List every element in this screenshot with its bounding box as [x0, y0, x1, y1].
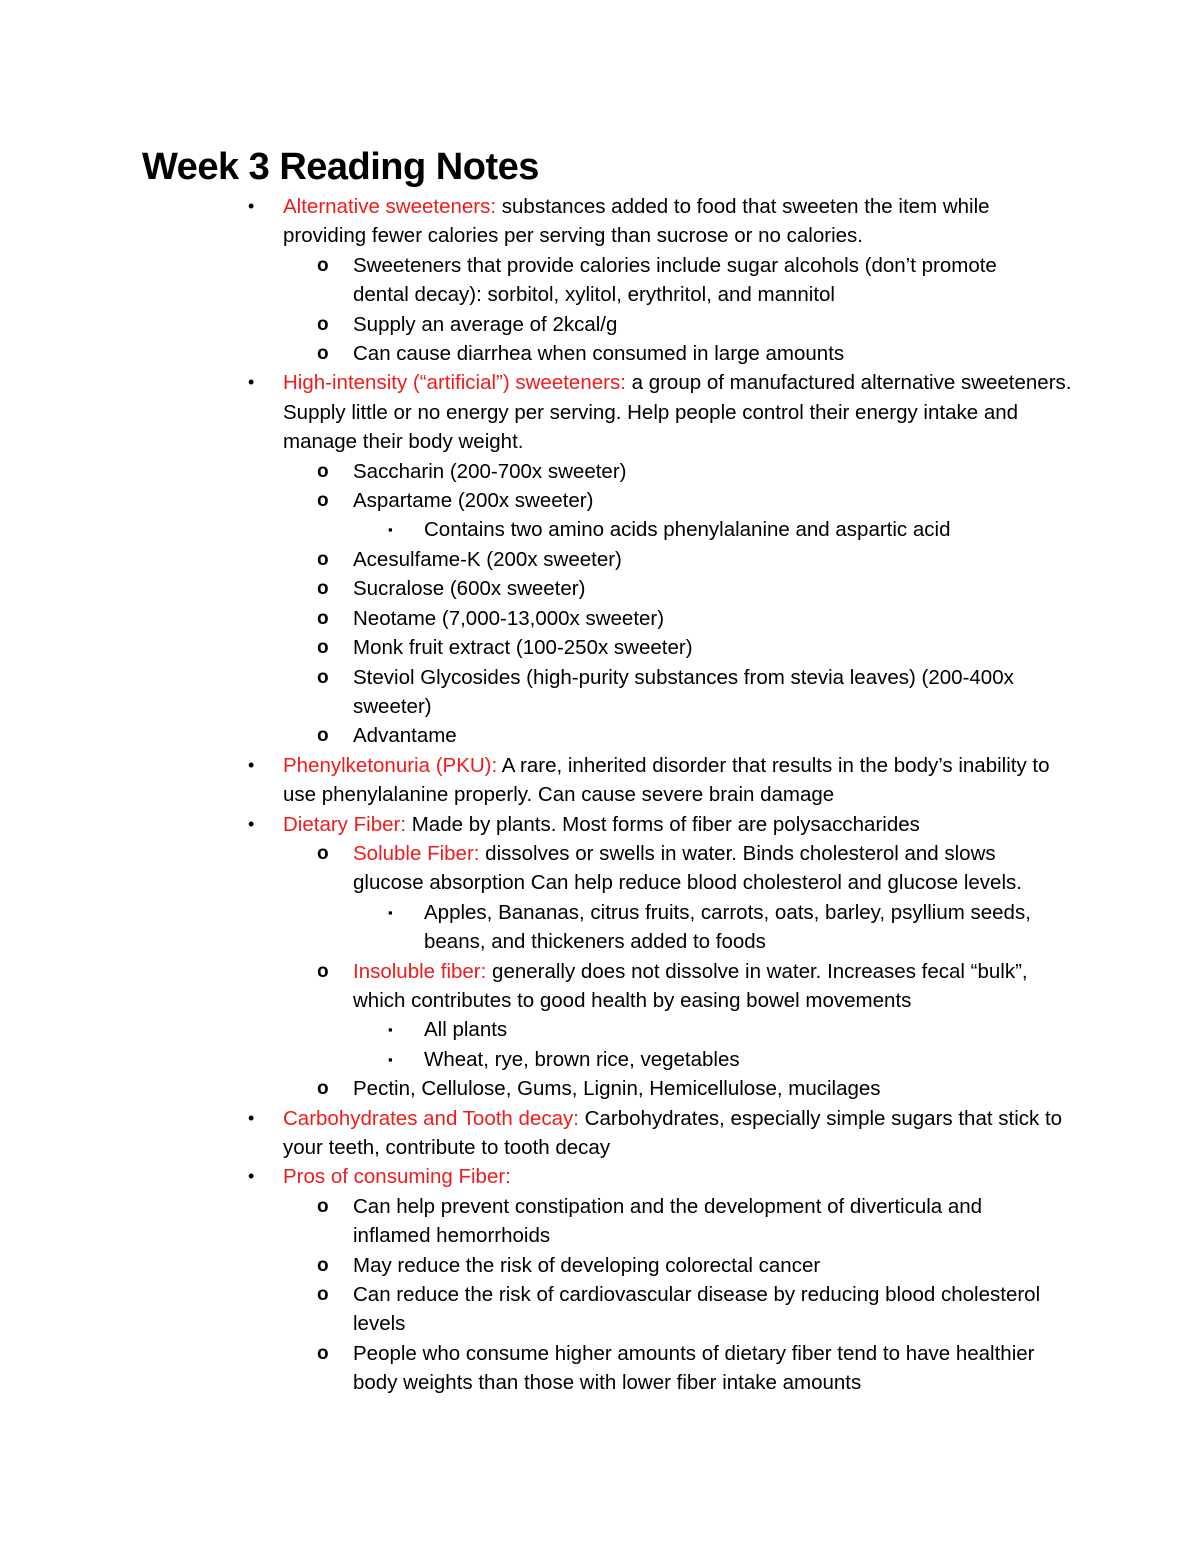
item-text: Can reduce the risk of cardiovascular disease by reducing blood cholesterol levels	[353, 1283, 1041, 1336]
list-item	[0, 457, 1053, 486]
item-text: Acesulfame-K (200x sweeter)	[353, 547, 622, 571]
item-text: Steviol Glycosides (high-purity substances from stevia leaves) (200-400x sweeter)	[353, 665, 1014, 718]
item-text: Sweeteners that provide calories include sugar alcohols (don’t promote dental decay): sorbitol, xylitol, erythritol, and mannitol	[353, 253, 997, 307]
item-text: Can help prevent constipation and the development of diverticula and inflamed hemorrhoids	[353, 1194, 983, 1248]
bullet-dot: •	[248, 754, 255, 775]
item-text: All plants	[424, 1018, 508, 1042]
list-item	[0, 1162, 1073, 1191]
list-item	[0, 515, 1064, 544]
bullet-circle: o	[317, 1254, 329, 1276]
item-text: Supply an average of 2kcal/g	[353, 312, 618, 336]
term-label: Insoluble fiber:	[353, 959, 487, 983]
list-item	[0, 1192, 1053, 1251]
list-item	[0, 368, 1073, 456]
term-label: Phenylketonuria (PKU):	[283, 753, 498, 777]
item-text: Sucralose (600x sweeter)	[353, 577, 586, 601]
bullet-circle: o	[317, 254, 329, 276]
bullet-dot: •	[248, 372, 255, 393]
item-text: a group of manufactured alternative sweeteners. Supply little or no energy per serving. Help people control their energy intake and manage their body weight.	[283, 371, 1072, 454]
list-item	[0, 898, 1064, 957]
page-title: Week 3 Reading Notes	[142, 146, 539, 188]
bullet-square: ▪	[388, 1022, 393, 1038]
item-text: Pectin, Cellulose, Gums, Lignin, Hemicellulose, mucilages	[353, 1077, 881, 1101]
bullet-circle: o	[317, 490, 329, 512]
list-item	[0, 633, 1053, 662]
list-item	[0, 574, 1053, 603]
item-text: Can cause diarrhea when consumed in large amounts	[353, 342, 845, 366]
bullet-dot: •	[248, 196, 255, 216]
list-item	[0, 604, 1053, 633]
list-item	[0, 751, 1073, 810]
item-text: generally does not dissolve in water. Increases fecal “bulk”, which contributes to good health by easing bowel movements	[353, 959, 1028, 1012]
list-item	[0, 957, 1053, 1016]
bullet-circle: o	[317, 460, 329, 482]
bullet-square: ▪	[388, 1051, 393, 1067]
term-label: Dietary Fiber:	[283, 812, 407, 836]
term-label: High-intensity (“artificial”) sweeteners:	[283, 371, 626, 395]
item-text: May reduce the risk of developing colorectal cancer	[353, 1253, 821, 1277]
bullet-square: ▪	[388, 904, 393, 920]
list-item	[0, 1074, 1053, 1103]
bullet-circle: o	[317, 343, 329, 365]
list-item	[0, 721, 1053, 750]
bullet-dot: •	[248, 813, 255, 834]
term-label: Alternative sweeteners:	[283, 195, 497, 218]
list-item	[0, 1339, 1053, 1398]
item-text: Apples, Bananas, citrus fruits, carrots, oats, barley, psyllium seeds, beans, and thickeners added to foods	[424, 900, 1031, 954]
bullet-circle: o	[317, 548, 329, 570]
item-text: Monk fruit extract (100-250x sweeter)	[353, 636, 693, 660]
notes-list	[0, 192, 1200, 1398]
item-text: Carbohydrates, especially simple sugars that stick to your teeth, contribute to tooth decay	[283, 1106, 1063, 1159]
list-item	[0, 1015, 1064, 1044]
list-item	[0, 545, 1053, 574]
bullet-circle: o	[317, 637, 329, 659]
list-item	[0, 339, 1053, 368]
bullet-circle: o	[317, 1284, 329, 1306]
bullet-circle: o	[317, 1195, 329, 1217]
list-item	[0, 192, 1073, 251]
item-text: Neotame (7,000-13,000x sweeter)	[353, 606, 665, 630]
list-item	[0, 839, 1053, 898]
item-text: Saccharin (200-700x sweeter)	[353, 459, 627, 483]
list-item	[0, 1104, 1073, 1163]
term-label: Carbohydrates and Tooth decay:	[283, 1106, 579, 1130]
list-item	[0, 251, 1053, 310]
item-text: Contains two amino acids phenylalanine and aspartic acid	[424, 518, 951, 542]
item-text: Wheat, rye, brown rice, vegetables	[424, 1047, 740, 1071]
bullet-circle: o	[317, 960, 329, 982]
item-text: Made by plants. Most forms of fiber are polysaccharides	[406, 812, 920, 836]
item-text: People who consume higher amounts of dietary fiber tend to have healthier body weights than those with lower fiber intake amounts	[353, 1341, 1035, 1395]
bullet-circle: o	[317, 666, 329, 688]
bullet-circle: o	[317, 1078, 329, 1100]
bullet-square: ▪	[388, 522, 393, 538]
list-item	[0, 310, 1053, 339]
bullet-circle: o	[317, 725, 329, 747]
item-text: dissolves or swells in water. Binds cholesterol and slows glucose absorption Can help reduce blood cholesterol and glucose levels.	[353, 841, 1022, 895]
list-item	[0, 1251, 1053, 1280]
bullet-dot: •	[248, 1166, 255, 1187]
list-item	[0, 1280, 1053, 1339]
bullet-circle: o	[317, 842, 329, 864]
item-text: Aspartame (200x sweeter)	[353, 489, 594, 513]
item-text: Advantame	[353, 724, 457, 748]
item-text: A rare, inherited disorder that results in the body’s inability to use phenylalanine properly. Can cause severe brain damage	[283, 753, 1050, 807]
list-item	[0, 810, 1073, 839]
list-item	[0, 1045, 1064, 1074]
bullet-circle: o	[317, 1342, 329, 1364]
bullet-dot: •	[248, 1107, 255, 1128]
bullet-circle: o	[317, 578, 329, 600]
term-label: Pros of consuming Fiber:	[283, 1165, 511, 1189]
item-text: substances added to food that sweeten the item while providing fewer calories per serving than sucrose or no calories.	[283, 195, 990, 248]
bullet-circle: o	[317, 607, 329, 629]
list-item	[0, 486, 1053, 515]
list-item	[0, 663, 1053, 722]
bullet-circle: o	[317, 313, 329, 335]
term-label: Soluble Fiber:	[353, 841, 480, 865]
